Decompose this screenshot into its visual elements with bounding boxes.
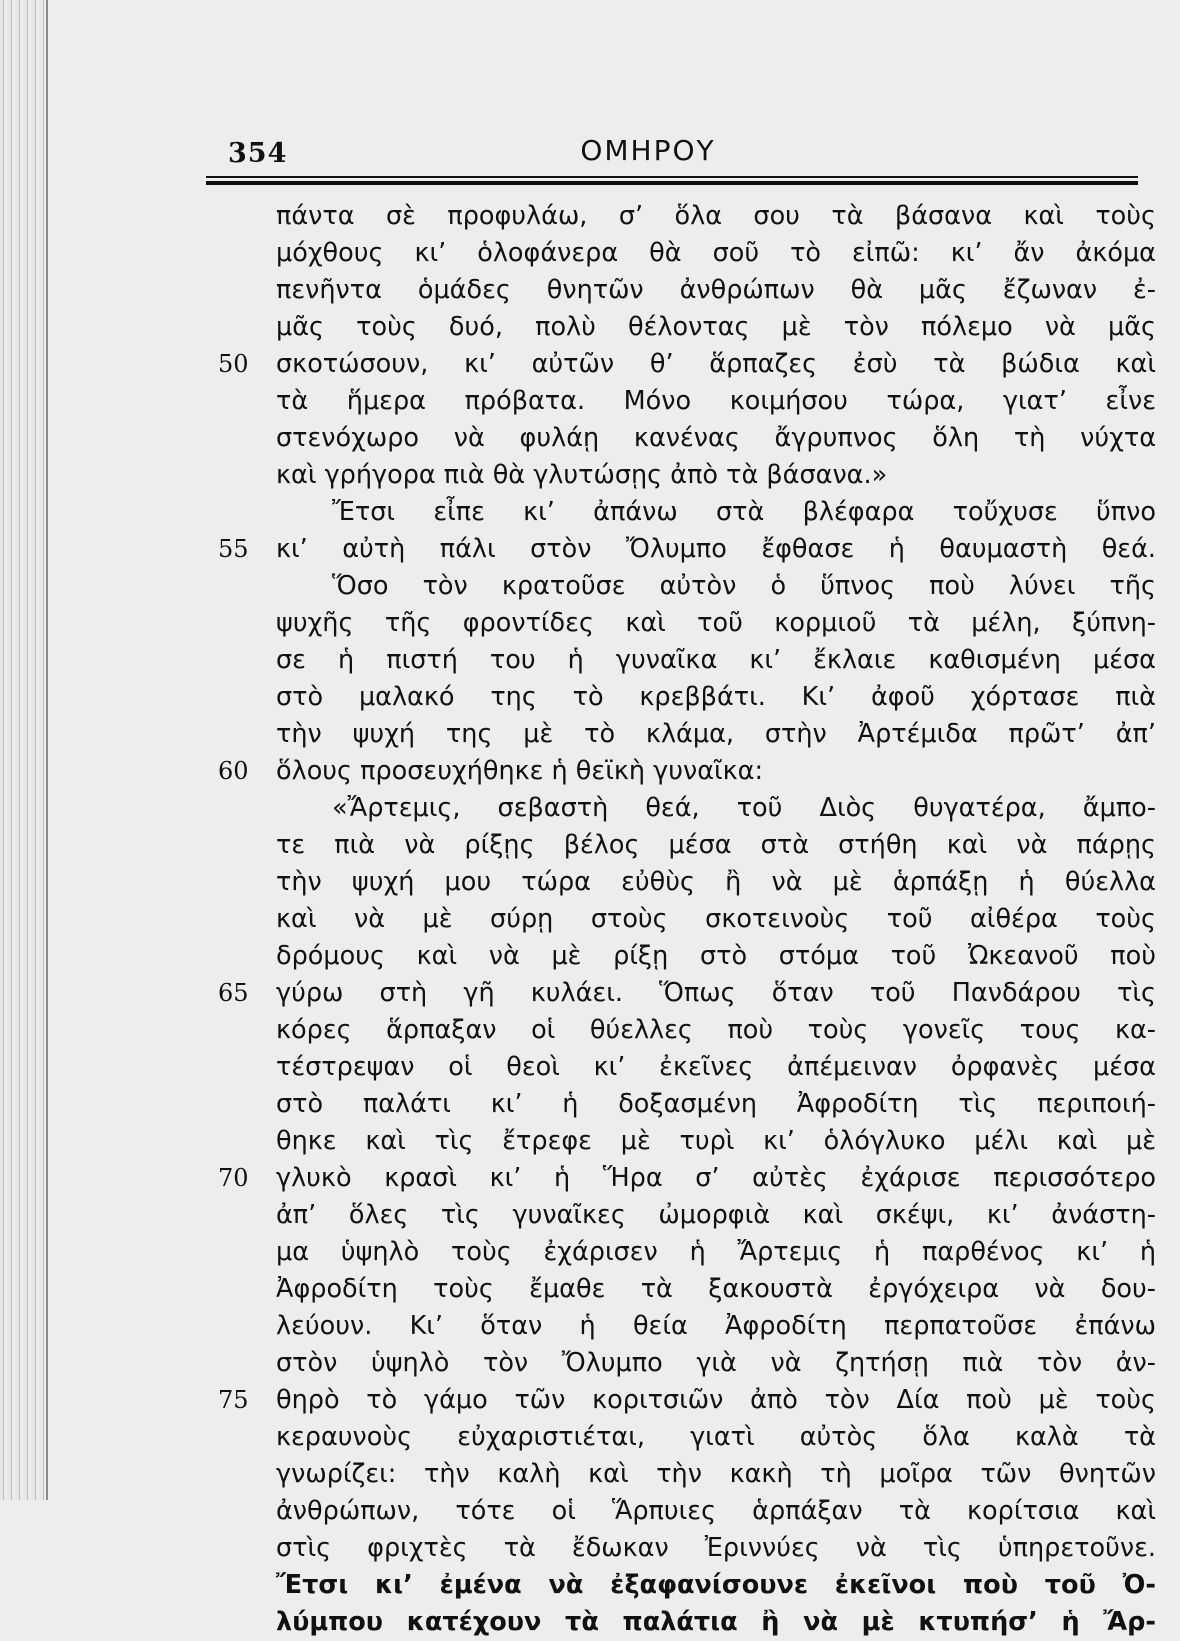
text-line [276,1160,1156,1197]
text-line-content: «Ἄρτεμις, σεβαστὴ θεά, τοῦ Διὸς θυγατέρα, ἄμπο- [332,793,1156,823]
text-line [276,420,1156,457]
line-number: 60 [218,757,249,785]
text-line-content: ψυχῆς τῆς φροντίδες καὶ τοῦ κορμιοῦ τὰ μέλη, ξύπνη- [276,608,1156,638]
text-line-content: ἀνθρώπων, τότε οἱ Ἅρπυιες ἁρπάξαν τὰ κορίτσια καὶ [276,1496,1156,1526]
text-line [276,1419,1156,1456]
text-line [276,1382,1156,1419]
text-line-content: στὸ μαλακό της τὸ κρεββάτι. Κι’ ἀφοῦ χόρτασε πιὰ [276,682,1156,712]
text-line-content: μᾶς τοὺς δυό, πολὺ θέλοντας μὲ τὸν πόλεμο νὰ μᾶς [276,312,1156,342]
text-line [276,1012,1156,1049]
text-line [276,494,1156,531]
text-line-content: σκοτώσουν, κι’ αὐτῶν θ’ ἅρπαζες ἐσὺ τὰ βώδια καὶ [276,349,1156,379]
text-line [276,1530,1156,1567]
header-rule-thick [206,181,1138,185]
text-line [276,1234,1156,1271]
text-line-content: Ὅσο τὸν κρατοῦσε αὐτὸν ὁ ὕπνος ποὺ λύνει τῆς [332,571,1156,601]
text-line-content: στὸ παλάτι κι’ ἡ δοξασμένη Ἀφροδίτη τὶς περιποιή- [276,1089,1156,1119]
text-line-content: γύρω στὴ γῆ κυλάει. Ὅπως ὅταν τοῦ Πανδάρου τὶς [276,978,1156,1008]
text-line-content: στὸν ὑψηλὸ τὸν Ὄλυμπο γιὰ νὰ ζητήσῃ πιὰ τὸν ἀν- [276,1348,1156,1378]
page-header [48,132,1180,172]
line-number: 75 [218,1386,249,1414]
text-line-content: πενῆντα ὁμάδες θνητῶν ἀνθρώπων θὰ μᾶς ἔζωναν ἐ- [276,275,1156,305]
text-line [276,864,1156,901]
text-line-content: κεραυνοὺς εὐχαριστιέται, γιατὶ αὐτὸς ὅλα καλὰ τὰ [276,1422,1156,1452]
text-line-content: λύμπου κατέχουν τὰ παλάτια ἢ νὰ μὲ κτυπήσ’ ἡ Ἄρ- [276,1607,1156,1637]
text-line-content: κόρες ἅρπαξαν οἱ θύελλες ποὺ τοὺς γονεῖς τους κα- [276,1015,1156,1045]
text-line-content: Ἔτσι κι’ ἐμένα νὰ ἐξαφανίσουνε ἐκεῖνοι ποὺ τοῦ Ὀ- [276,1570,1156,1600]
text-line-content: στὶς φριχτὲς τὰ ἔδωκαν Ἐριννύες νὰ τὶς ὑπηρετοῦνε. [276,1533,1156,1563]
text-line-content: κι’ αὐτὴ πάλι στὸν Ὄλυμπο ἔφθασε ἡ θαυμαστὴ θεά. [276,534,1156,564]
text-line [276,1604,1156,1641]
text-line [276,1308,1156,1345]
line-number: 55 [218,535,249,563]
text-line-content: μα ὑψηλὸ τοὺς ἐχάρισεν ἡ Ἄρτεμις ἡ παρθένος κι’ ἡ [276,1237,1156,1267]
text-line-content: δρόμους καὶ νὰ μὲ ρίξῃ στὸ στόμα τοῦ Ὠκεανοῦ ποὺ [276,941,1156,971]
text-line-content: τὰ ἥμερα πρόβατα. Μόνο κοιμήσου τώρα, γιατ’ εἶνε [276,386,1156,416]
text-line-content: Ἀφροδίτη τοὺς ἔμαθε τὰ ξακουστὰ ἐργόχειρα νὰ δου- [276,1274,1156,1304]
text-line [276,1271,1156,1308]
line-number: 50 [218,350,249,378]
text-line [276,198,1156,235]
text-line-content: τὴν ψυχή μου τώρα εὐθὺς ἢ νὰ μὲ ἁρπάξῃ ἡ θύελλα [276,867,1156,897]
text-line [276,457,1156,494]
text-line [276,1123,1156,1160]
text-line [276,309,1156,346]
text-line [276,938,1156,975]
text-line-content: σε ἡ πιστή του ἡ γυναῖκα κι’ ἔκλαιε καθισμένη μέσα [276,645,1156,675]
text-line [276,1197,1156,1234]
line-number: 65 [218,979,249,1007]
text-line [276,531,1156,568]
text-line [276,1086,1156,1123]
text-line [276,1493,1156,1530]
text-line [276,1567,1156,1604]
text-line [276,790,1156,827]
text-line-content: τὴν ψυχή της μὲ τὸ κλάμα, στὴν Ἀρτέμιδα πρῶτ’ ἀπ’ [276,719,1156,749]
text-line [276,1049,1156,1086]
text-line [276,568,1156,605]
page-edge-stack [0,0,48,1500]
text-line-content: ἀπ’ ὅλες τὶς γυναῖκες ὠμορφιὰ καὶ σκέψι, κι’ ἀνάστη- [276,1200,1156,1230]
text-line [276,346,1156,383]
text-line [276,1456,1156,1493]
text-line-content: καὶ γρήγορα πιὰ θὰ γλυτώσῃς ἀπὸ τὰ βάσανα.» [276,460,888,490]
text-line [276,642,1156,679]
page-number: 354 [228,138,288,169]
running-head: ΟΜΗΡΟΥ [580,134,716,167]
text-line-content: τε πιὰ νὰ ρίξῃς βέλος μέσα στὰ στήθη καὶ νὰ πάρῃς [276,830,1156,860]
text-line-content: γνωρίζει: τὴν καλὴ καὶ τὴν κακὴ τὴ μοῖρα τῶν θνητῶν [276,1459,1156,1489]
line-number: 70 [218,1164,249,1192]
text-line [276,901,1156,938]
text-line-content: ὅλους προσευχήθηκε ἡ θεϊκὴ γυναῖκα: [276,756,764,786]
text-line-content: λεύουν. Κι’ ὅταν ἡ θεία Ἀφροδίτη περπατοῦσε ἐπάνω [276,1311,1156,1341]
book-page [48,0,1180,1637]
body-text [276,198,1156,1641]
text-line-content: θηρὸ τὸ γάμο τῶν κοριτσιῶν ἀπὸ τὸν Δία ποὺ μὲ τοὺς [276,1385,1156,1415]
text-line-content: Ἔτσι εἶπε κι’ ἀπάνω στὰ βλέφαρα τοὔχυσε ὕπνο [332,497,1156,527]
text-line [276,1345,1156,1382]
text-line-content: μόχθους κι’ ὁλοφάνερα θὰ σοῦ τὸ εἰπῶ: κι’ ἄν ἀκόμα [276,238,1156,268]
header-rule-thin [206,176,1138,178]
text-line [276,605,1156,642]
text-line [276,383,1156,420]
text-line-content: πάντα σὲ προφυλάω, σ’ ὅλα σου τὰ βάσανα καὶ τοὺς [276,201,1156,231]
text-line-content: γλυκὸ κρασὶ κι’ ἡ Ἥρα σ’ αὐτὲς ἐχάρισε περισσότερο [276,1163,1156,1193]
text-line [276,753,1156,790]
text-line-content: θηκε καὶ τὶς ἔτρεφε μὲ τυρὶ κι’ ὁλόγλυκο μέλι καὶ μὲ [276,1126,1156,1156]
text-line-content: τέστρεψαν οἱ θεοὶ κι’ ἐκεῖνες ἀπέμειναν ὀρφανὲς μέσα [276,1052,1156,1082]
text-line-content: καὶ νὰ μὲ σύρῃ στοὺς σκοτεινοὺς τοῦ αἰθέρα τοὺς [276,904,1156,934]
text-line [276,679,1156,716]
text-line-content: στενόχωρο νὰ φυλάῃ κανένας ἄγρυπνος ὅλη τὴ νύχτα [276,423,1156,453]
text-line [276,235,1156,272]
text-line [276,272,1156,309]
text-line [276,975,1156,1012]
text-line [276,827,1156,864]
text-line [276,716,1156,753]
